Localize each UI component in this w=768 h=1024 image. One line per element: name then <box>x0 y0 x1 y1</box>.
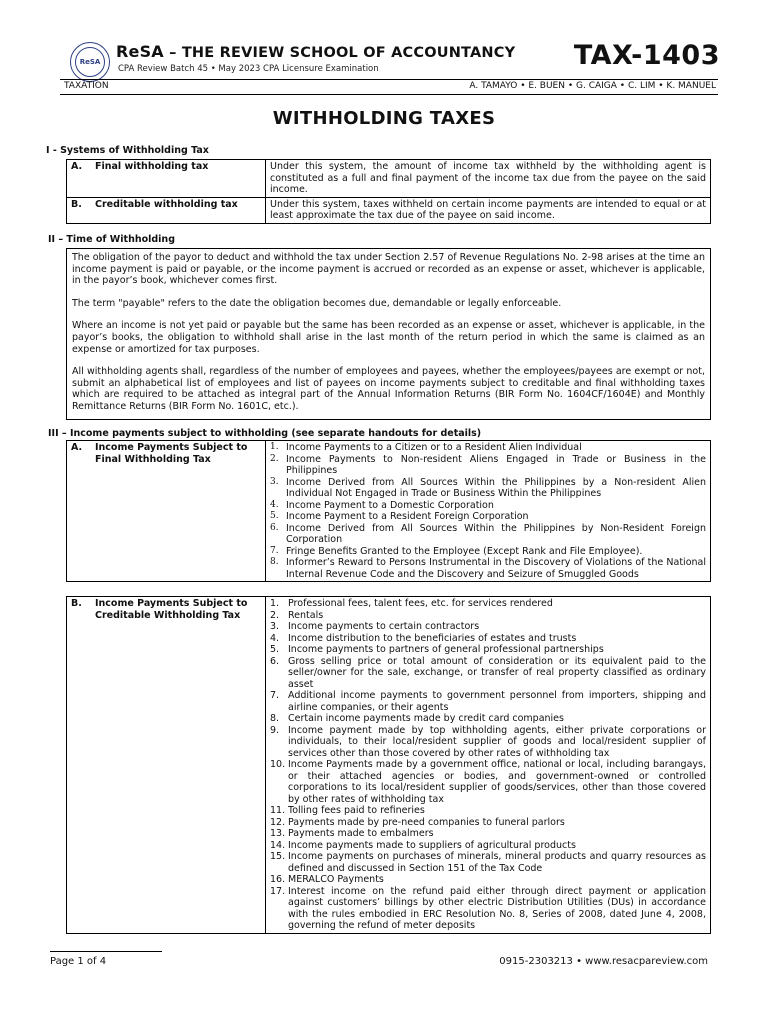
section-2-heading: II – Time of Withholding <box>48 234 175 245</box>
row-label: A. Final withholding tax <box>67 160 266 198</box>
list-item: 2. Income Payments to Non-resident Aliens Engaged in Trade or Business in the Philippines <box>270 453 706 476</box>
list-item: 10. Income Payments made by a government office, national or local, including barangays, or their attached agencies or bodies, and government-owned or controlled corporations to its local/resident supplier of goods/services, other than those covered by other rates of withholding tax <box>270 759 706 805</box>
table-row <box>67 197 711 223</box>
list-item: 13. Payments made to embalmers <box>270 828 434 839</box>
page-number: Page 1 of 4 <box>50 956 107 967</box>
table-row <box>67 597 711 934</box>
school-name-rest: – THE REVIEW SCHOOL OF ACCOUNTANCY <box>163 45 516 61</box>
list-item: 7. Fringe Benefits Granted to the Employee (Except Rank and File Employee). <box>270 545 643 557</box>
document-title: WITHHOLDING TAXES <box>272 108 496 129</box>
row-text: Under this system, taxes withheld on certain income payments are intended to equal or at least approximate the tax due of the payee on said income. <box>266 197 711 223</box>
list-item: 5. Income payments to partners of general professional partnerships <box>270 644 604 655</box>
contact-info: 0915-2303213 • www.resacpareview.com <box>499 956 708 967</box>
list-item: 12. Payments made by pre-need companies to funeral parlors <box>270 816 565 828</box>
list-item: 6. Gross selling price or total amount of consideration or its equivalent paid to the seller/owner for the sale, exchange, or transfer of real property classified as ordinary asset <box>270 655 706 690</box>
list-item: 14. Income payments made to suppliers of agricultural products <box>270 839 576 851</box>
row-label: B. Income Payments Subject to Creditable Withholding Tax <box>67 597 266 934</box>
time-of-withholding-box <box>66 248 711 420</box>
list-item: 1. Professional fees, talent fees, etc. for services rendered <box>270 598 553 609</box>
logo-text: ReSA <box>75 47 105 77</box>
list-item: 5. Income Payment to a Resident Foreign Corporation <box>270 511 529 522</box>
list-item: 1. Income Payments to a Citizen or to a Resident Alien Individual <box>270 442 582 453</box>
header-subtitle: CPA Review Batch 45 • May 2023 CPA Licensure Examination <box>118 64 379 74</box>
list-item: 2. Rentals <box>270 609 324 621</box>
row-label: B. Creditable withholding tax <box>67 197 266 223</box>
list-item: 4. Income Payment to a Domestic Corporation <box>270 499 494 511</box>
list-item: 6. Income Derived from All Sources Within the Philippines by Non-Resident Foreign Corporation <box>270 522 706 545</box>
school-logo <box>70 42 110 82</box>
footer-divider <box>50 951 162 952</box>
list-item: 15. Income payments on purchases of minerals, mineral products and quarry resources as defined and discussed in Section 151 of the Tax Code <box>270 851 706 874</box>
list-item: 17. Interest income on the refund paid either through direct payment or application against customers’ billings by other electric Distribution Utilities (DUs) in accordance with the rules embodied in ERC Resolution No. 8, Series of 2008, dated June 4, 2008, governing the refund of meter deposits <box>270 885 706 931</box>
creditable-withholding-table <box>66 596 711 934</box>
paragraph: The term "payable" refers to the date the obligation becomes due, demandable or legally enforceable. <box>72 297 562 309</box>
table-row <box>67 441 711 582</box>
school-name <box>116 42 515 61</box>
list-item: 16. MERALCO Payments <box>270 874 384 885</box>
list-item: 9. Income payment made by top withholding agents, either private corporations or individuals, to their local/resident supplier of goods and local/resident supplier of services other than those covered by other rates of withholding tax <box>270 724 706 759</box>
final-items-cell <box>266 441 711 582</box>
final-withholding-table <box>66 440 711 582</box>
handout-code: TAX-1403 <box>573 40 720 71</box>
creditable-items-list <box>270 598 706 932</box>
section-1-heading: I - Systems of Withholding Tax <box>46 145 209 156</box>
section-3-heading: III – Income payments subject to withholding (see separate handouts for details) <box>48 428 482 439</box>
row-text: Under this system, the amount of income tax withheld by the withholding agent is constituted as a full and final payment of the income tax due from the payee on the said income. <box>266 160 711 198</box>
systems-table <box>66 159 711 224</box>
subject-label: TAXATION <box>64 81 109 91</box>
table-row <box>67 160 711 198</box>
list-item: 11. Tolling fees paid to refineries <box>270 805 425 816</box>
paragraph: The obligation of the payor to deduct and withhold the tax under Section 2.57 of Revenue Regulations No. 2-98 arises at the time an income payment is paid or payable, or the income payment is accrued or recorded as an expense or asset, whichever is applicable, in the payor’s book, whichever comes first. <box>72 252 705 287</box>
list-item: 8. Certain income payments made by credit card companies <box>270 713 564 724</box>
paragraph: Where an income is not yet paid or payable but the same has been recorded as an expense or asset, whichever is applicable, in the payor’s books, the obligation to withhold shall arise in the last month of the return period in which the same is claimed as an expense or amortized for tax purposes. <box>72 320 705 355</box>
row-label: A. Income Payments Subject to Final Withholding Tax <box>67 441 266 582</box>
list-item: 7. Additional income payments to government personnel from importers, shipping and airline companies, or their agents <box>270 690 706 713</box>
subject-bar <box>60 79 718 95</box>
paragraph: All withholding agents shall, regardless of the number of employees and payees, whether the employees/payees are exempt or not, submit an alphabetical list of employees and list of payees on income payments subject to creditable and final withholding taxes which are required to be attached as integral part of the Annual Information Returns (BIR Form No. 1604CF/1604E) and Monthly Remittance Returns (BIR Form No. 1601C, etc.). <box>72 366 705 412</box>
list-item: 4. Income distribution to the beneficiaries of estates and trusts <box>270 632 577 644</box>
list-item: 3. Income payments to certain contractors <box>270 621 480 632</box>
creditable-items-cell <box>266 597 711 934</box>
final-items-list <box>270 442 706 580</box>
authors: A. TAMAYO • E. BUEN • G. CAIGA • C. LIM • K. MANUEL <box>469 81 716 91</box>
school-prefix: ReSA <box>116 42 164 61</box>
list-item: 8. Informer’s Reward to Persons Instrumental in the Discovery of Violations of the National Internal Revenue Code and the Discovery and Seizure of Smuggled Goods <box>270 557 706 580</box>
list-item: 3. Income Derived from All Sources Within the Philippines by a Non-resident Alien Individual Not Engaged in Trade or Business Within the Philippines <box>270 476 706 499</box>
